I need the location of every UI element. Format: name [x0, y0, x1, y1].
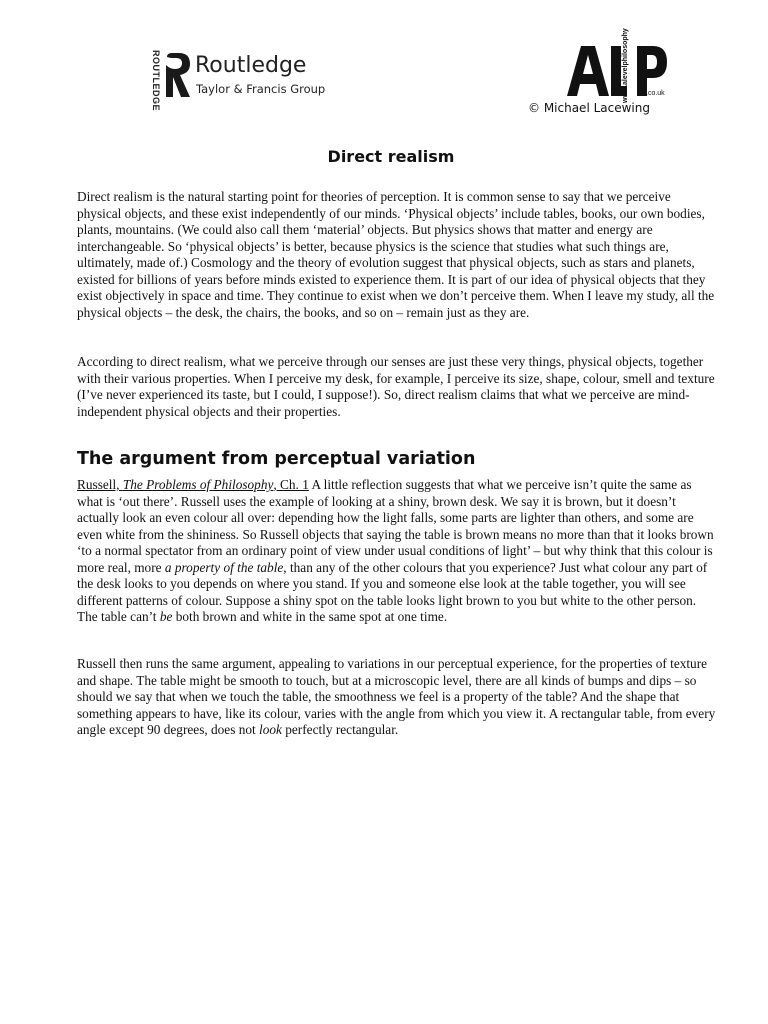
emphasis-text: look — [259, 722, 282, 737]
emphasis-text: a property of the table — [164, 559, 284, 575]
copyright-notice: © Michael Lacewing — [528, 101, 650, 115]
publisher-group: Taylor & Francis Group — [196, 82, 326, 96]
paragraph-text: A little reflection suggests that what we perceive isn’t quite the same as what is ‘out there’. Russell uses the example of looking at a shiny, brown desk. We say it is brown, but it doesn’t actually look an even colour all over: depending how the light falls, some parts are lighter than others, and some are even white from the shininess. So Russell objects that saying the table is brown means no more than that it looks brown ‘to a normal spectator from an ordinary point of view under usual conditions of light’ – but why think that this colour is more real, more — [77, 477, 714, 575]
alp-website: www.alevelphilosophy — [622, 28, 629, 103]
section-heading: The argument from perceptual variation — [77, 449, 476, 469]
routledge-logo-mark — [163, 51, 193, 99]
paragraph-text: both brown and white in the same spot at one time. — [172, 609, 448, 624]
paragraph-texture-shape — [77, 656, 717, 739]
paragraph-text: perfectly rectangular. — [281, 722, 399, 737]
document-title: Direct realism — [327, 147, 455, 166]
reference-book-title: The Problems of Philosophy — [122, 477, 274, 492]
reference-author: Russell, — [77, 477, 123, 492]
paragraph-intro: Direct realism is the natural starting point for theories of perception. It is common sense to say that we perceive physical objects, and these exist independently of our minds. ‘Physical objects’ include tables, books, our own bodies, plants, mountains. (We could also call them ‘material’ objects. But physics shows that matter and energy are interchangeable. So ‘physical objects’ is better, because physics is the science that studies what such things are, ultimately, made of.) Cosmology and the theory of evolution suggest that physical objects, such as stars and planets, existed for billions of years before minds existed to experience them. It is part of our idea of physical objects that they exist objectively in space and time. They continue to exist when we don’t perceive them. When I leave my study, all the physical objects – the desk, the chairs, the books, and so on – remain just as they are. — [77, 189, 715, 320]
document-header — [0, 0, 768, 130]
paragraph-direct-realism-claim: According to direct realism, what we perceive through our senses are just these very things, physical objects, together with their various properties. When I perceive my desk, for example, I perceive its size, shape, colour, smell and texture (I’ve never experienced its taste, but I could, I suppose!). So, direct realism claims that what we perceive are mind-independent physical objects and their properties. — [77, 354, 715, 419]
paragraph-text: Russell then runs the same argument, appealing to variations in our perceptual experience, for the properties of texture and shape. The table might be smooth to touch, but at a microscopic level, there are all kinds of bumps and dips – so should we say that when we touch the table, the smoothness we feel is a property of the table? And the shape that something appears to have, like its colour, varies with the angle from which you view it. A rectangular table, from every angle except 90 degrees, does not — [77, 656, 716, 737]
routledge-side-label: ROUTLEDGE — [151, 50, 161, 112]
reference-chapter: , Ch. 1 — [273, 477, 309, 492]
publisher-name: Routledge — [195, 53, 307, 78]
paragraph-russell-colour — [77, 477, 717, 626]
alp-website-suffix: .co.uk — [646, 90, 665, 97]
emphasis-text: be — [159, 609, 173, 624]
paragraph-text: , than any of the other colours that you experience? Just what colour any part of the desk looks to you depends on where you stand. If you and someone else look at the table together, you will see different patterns of colour. Suppose a shiny spot on the table looks light brown to you but white to the other person. The table can’t — [77, 559, 708, 624]
